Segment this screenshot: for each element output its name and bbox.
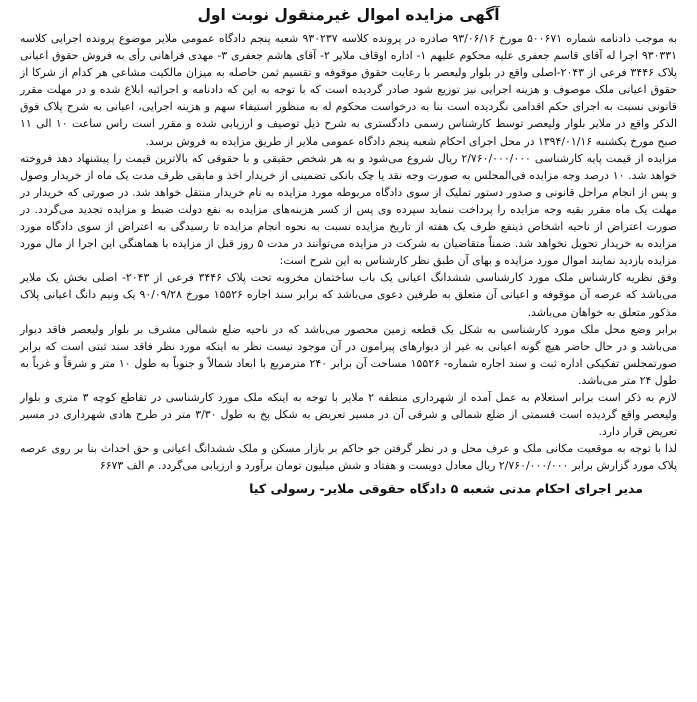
notice-paragraph-intro: به موجب دادنامه شماره ۵۰۰۶۷۱ مورخ ۹۳/۰۶/۱۶ صادره در پرونده کلاسه ۹۳۰۲۳۷ شعبه پنجم دادگاه عمومی ملایر موضوع پرونده اجرایی کلاسه ۹۳۰۳۳۱ اجرا له آقای قاسم جعفری علیه محکوم علیهم ۱- اداره اوقاف ملایر ۲- آقای هاشم جعفری ۳- مهدی فراهانی رأی به فروش حقوق اعیانی پلاک ۳۴۴۶ فرعی از ۲۰۴۳-اصلی واقع در بلوار ولیعصر با رعایت حقوق موقوفه و تقسیم ثمن حاصله به میزان مالکیت مشاعی هر کدام از شرکا از حقوق اعیانی ملک موصوف و هزینه اجرایی نیز توزیع شود صادر گردیده است که با توجه به این که دادنامه و اجرائیه ابلاغ شده و در مهلت مقرر قانونی نسبت به اجرای حکم اقدامی نگردیده است بنا به درخواست محکوم له به منظور استیفاء سهم و هزینه اجرایی، اعیانی به شرح پلاک فوق الذکر واقع در ملایر بلوار ولیعصر توسط کارشناس رسمی دادگستری به شرح ذیل توصیف و ارزیابی شده و مقرر است راس ساعت ۱۰ الی ۱۱ صبح مورخ یکشنبه ۱۳۹۴/۰۱/۱۶ در محل اجرای احکام شعبه پنجم دادگاه عمومی ملایر از طریق مزایده به فروش برسد.: [20, 32, 677, 148]
notice-title: آگهی مزایده اموال غیرمنقول نوبت اول: [197, 6, 500, 24]
notice-paragraph-expert-opinion: وفق نظریه کارشناس ملک مورد کارشناسی ششدانگ اعیانی یک باب ساختمان مخروبه تحت پلاک ۳۴۴۶ فرعی از ۲۰۴۳- اصلی بخش یک ملایر می‌باشد که عرصه آن موقوفه و اعیانی آن متعلق به طرفین دعوی می‌باشد که برابر سند اجاره ۱۵۵۲۶ مورخ ۹۰/۰۹/۲۸ یک ونیم دانگ اعیانی پلاک مذکور متعلق به خواهان می‌باشد.: [20, 271, 677, 319]
notice-paragraph-municipality: لازم به ذکر است برابر استعلام به عمل آمده از شهرداری منطقه ۲ ملایر با توجه به اینکه ملک مورد کارشناسی در تقاطع کوچه ۳ متری و بلوار ولیعصر واقع گردیده است قسمتی از ضلع شمالی و شرقی آن در مسیر تعریض به شکل پخ به طول ۳/۳۰ متر در طرح هادی شهرداری در مسیر تعریض قرار دارد.: [20, 390, 677, 439]
notice-signature: مدیر اجرای احکام مدنی شعبه ۵ دادگاه حقوقی ملایر- رسولی کیا: [249, 481, 643, 497]
notice-paragraph-valuation: لذا با توجه به موقعیت مکانی ملک و عرف محل و در نظر گرفتن جو حاکم بر بازار مسکن و ملک ششدانگ اعیانی و حق احداث بنا بر روی عرصه پلاک مورد گزارش برابر ۲/۷۶۰/۰۰۰/۰۰۰ ریال معادل دویست و هفتاد و شش میلیون تومان برآورد و ارزیابی می‌گردد. م الف ۶۶۷۳: [20, 442, 677, 473]
notice-paragraph-property-description: برابر وضع محل ملک مورد کارشناسی به شکل یک قطعه زمین محصور می‌باشد که در ناحیه ضلع شمالی مشرف بر بلوار ولیعصر فاقد دیوار می‌باشد و در حال حاضر هیچ گونه اعیانی به غیر از دیوارهای پیرامون در آن موجود نیست نظر به اینکه مورد نظر فاقد سند ثبتی است که برابر صورتمجلس تفکیکی اداره ثبت و سند اجاره شماره- ۱۵۵۲۶ مساحت آن برابر ۲۴۰ مترمربع با ابعاد شمالاً و جنوباً به طول ۱۰ متر و شرقاً و غرباً به طول ۲۴ متر می‌باشد.: [20, 322, 677, 387]
notice-paragraph-auction-terms: مزایده از قیمت پایه کارشناسی ۲/۷۶۰/۰۰۰/۰۰۰ ریال شروع می‌شود و به هر شخص حقیقی و با حقوقی که بالاترین قیمت را پیشنهاد دهد فروخته خواهد شد. ۱۰ درصد وجه مزایده فی‌المجلس به صورت وجه نقد یا چک بانکی تضمینی از خریدار اخذ و مابقی ظرف مدت یک ماه از خریدار وصول و پس از انجام مراحل قانونی و صدور دستور تملیک از سوی دادگاه مربوطه مورد مزایده به نام خریدار منتقل خواهد شد. در صورتی که خریدار در مهلت یک ماه مقرر بقیه وجه مزایده را پرداخت ننماید سپرده وی پس از کسر هزینه‌های مزایده به نفع دولت ضبط و مزایده تجدید می‌گردد. در صورت اعتراض از ناحیه اشخاص ذینفع ظرف یک هفته از تاریخ مزایده نسبت به نحوه انجام مزایده تا رسیدگی به اعتراض از سوی دادگاه مورد مزایده به خریدار تحویل نخواهد شد. ضمناً متقاضیان به شرکت در مزایده می‌توانند در مدت ۵ روز قبل از مزایده با هماهنگی این اجرا از مال مورد مزایده بازدید نمایند اموال مورد مزایده و بهای آن طبق نظر کارشناس به این شرح است:: [20, 151, 678, 268]
